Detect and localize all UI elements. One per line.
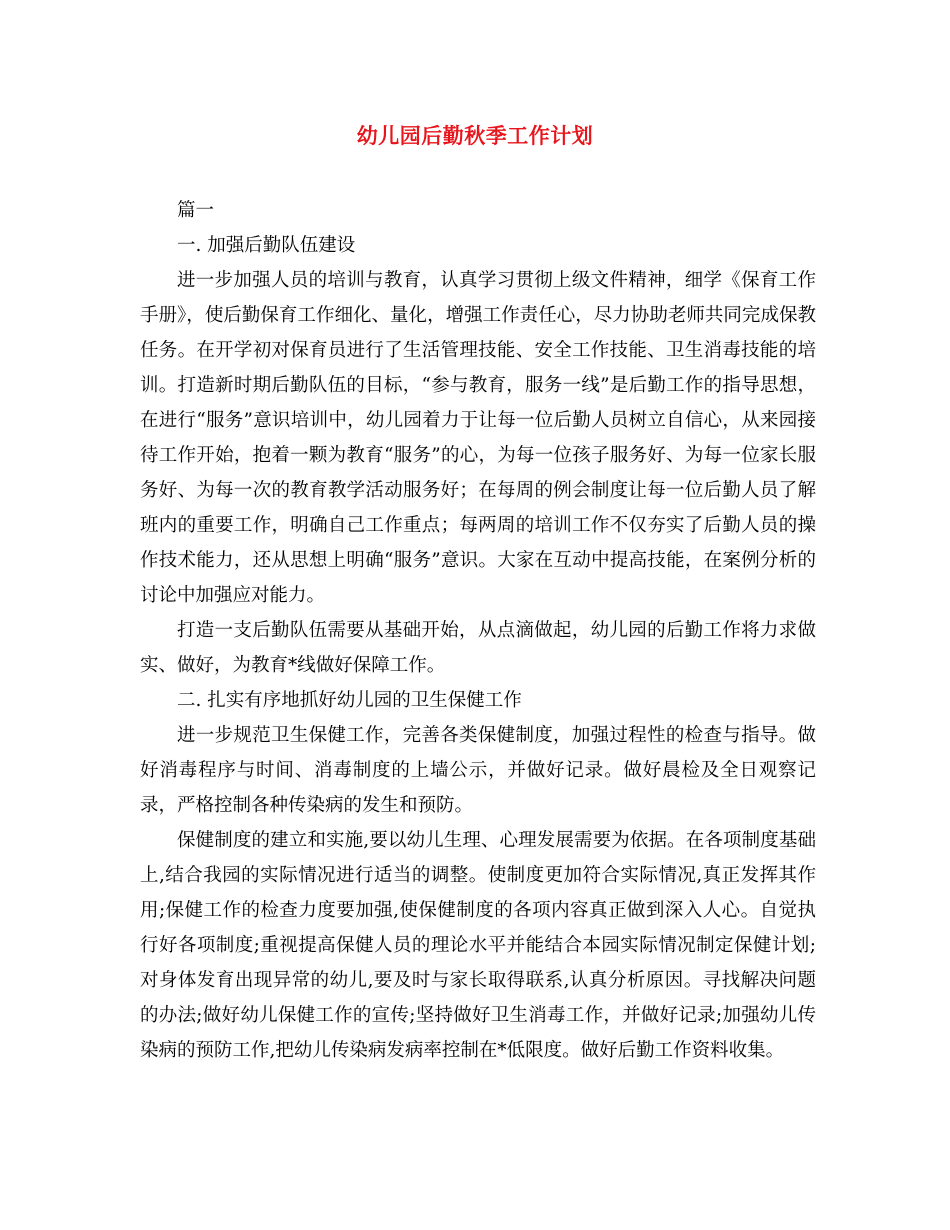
body-paragraph: 进一步加强人员的培训与教育，认真学习贯彻上级文件精神，细学《保育工作手册》，使后勤保育工作细化、量化，增强工作责任心，尽力协助老师共同完成保教任务。在开学初对保育员进行了生活管理技能、安全工作技能、卫生消毒技能的培训。打造新时期后勤队伍的目标，“参与教育，服务一线”是后勤工作的指导思想，在进行“服务”意识培训中，幼儿园着力于让每一位后勤人员树立自信心，从来园接待工作开始，抱着一颗为教育“服务”的心，为每一位孩子服务好、为每一位家长服务好、为每一次的教育教学活动服务好；在每周的例会制度让每一位后勤人员了解班内的重要工作，明确自己工作重点；每两周的培训工作不仅夯实了后勤人员的操作技术能力，还从思想上明确“服务”意识。大家在互动中提高技能，在案例分析的讨论中加强应对能力。 xyxy=(140,270,816,606)
document-title: 幼儿园后勤秋季工作计划 xyxy=(356,123,594,148)
body-paragraph: 保健制度的建立和实施,要以幼儿生理、心理发展需要为依据。在各项制度基础上,结合我园的实际情况进行适当的调整。使制度更加符合实际情况,真正发挥其作用;保健工作的检查力度要加强,使保健制度的各项内容真正做到深入人心。自觉执行好各项制度;重视提高保健人员的理论水平并能结合本园实际情况制定保健计划;对身体发育出现异常的幼儿,要及时与家长取得联系,认真分析原因。寻找解决问题的办法;做好幼儿保健工作的宣传;坚持做好卫生消毒工作，并做好记录;加强幼儿传染病的预防工作,把幼儿传染病发病率控制在*低限度。做好后勤工作资料收集。 xyxy=(140,830,816,1061)
body-paragraph: 打造一支后勤队伍需要从基础开始，从点滴做起，幼儿园的后勤工作将力求做实、做好，为教育*线做好保障工作。 xyxy=(140,620,816,676)
body-paragraph: 进一步规范卫生保健工作，完善各类保健制度，加强过程性的检查与指导。做好消毒程序与时间、消毒制度的上墙公示，并做好记录。做好晨检及全日观察记录，严格控制各种传染病的发生和预防。 xyxy=(140,725,816,816)
section-heading-1: 一. 加强后勤队伍建设 xyxy=(177,235,356,256)
section-heading-2: 二. 扎实有序地抓好幼儿园的卫生保健工作 xyxy=(177,690,522,711)
document-body xyxy=(140,193,816,1068)
section-label: 篇一 xyxy=(177,200,215,221)
